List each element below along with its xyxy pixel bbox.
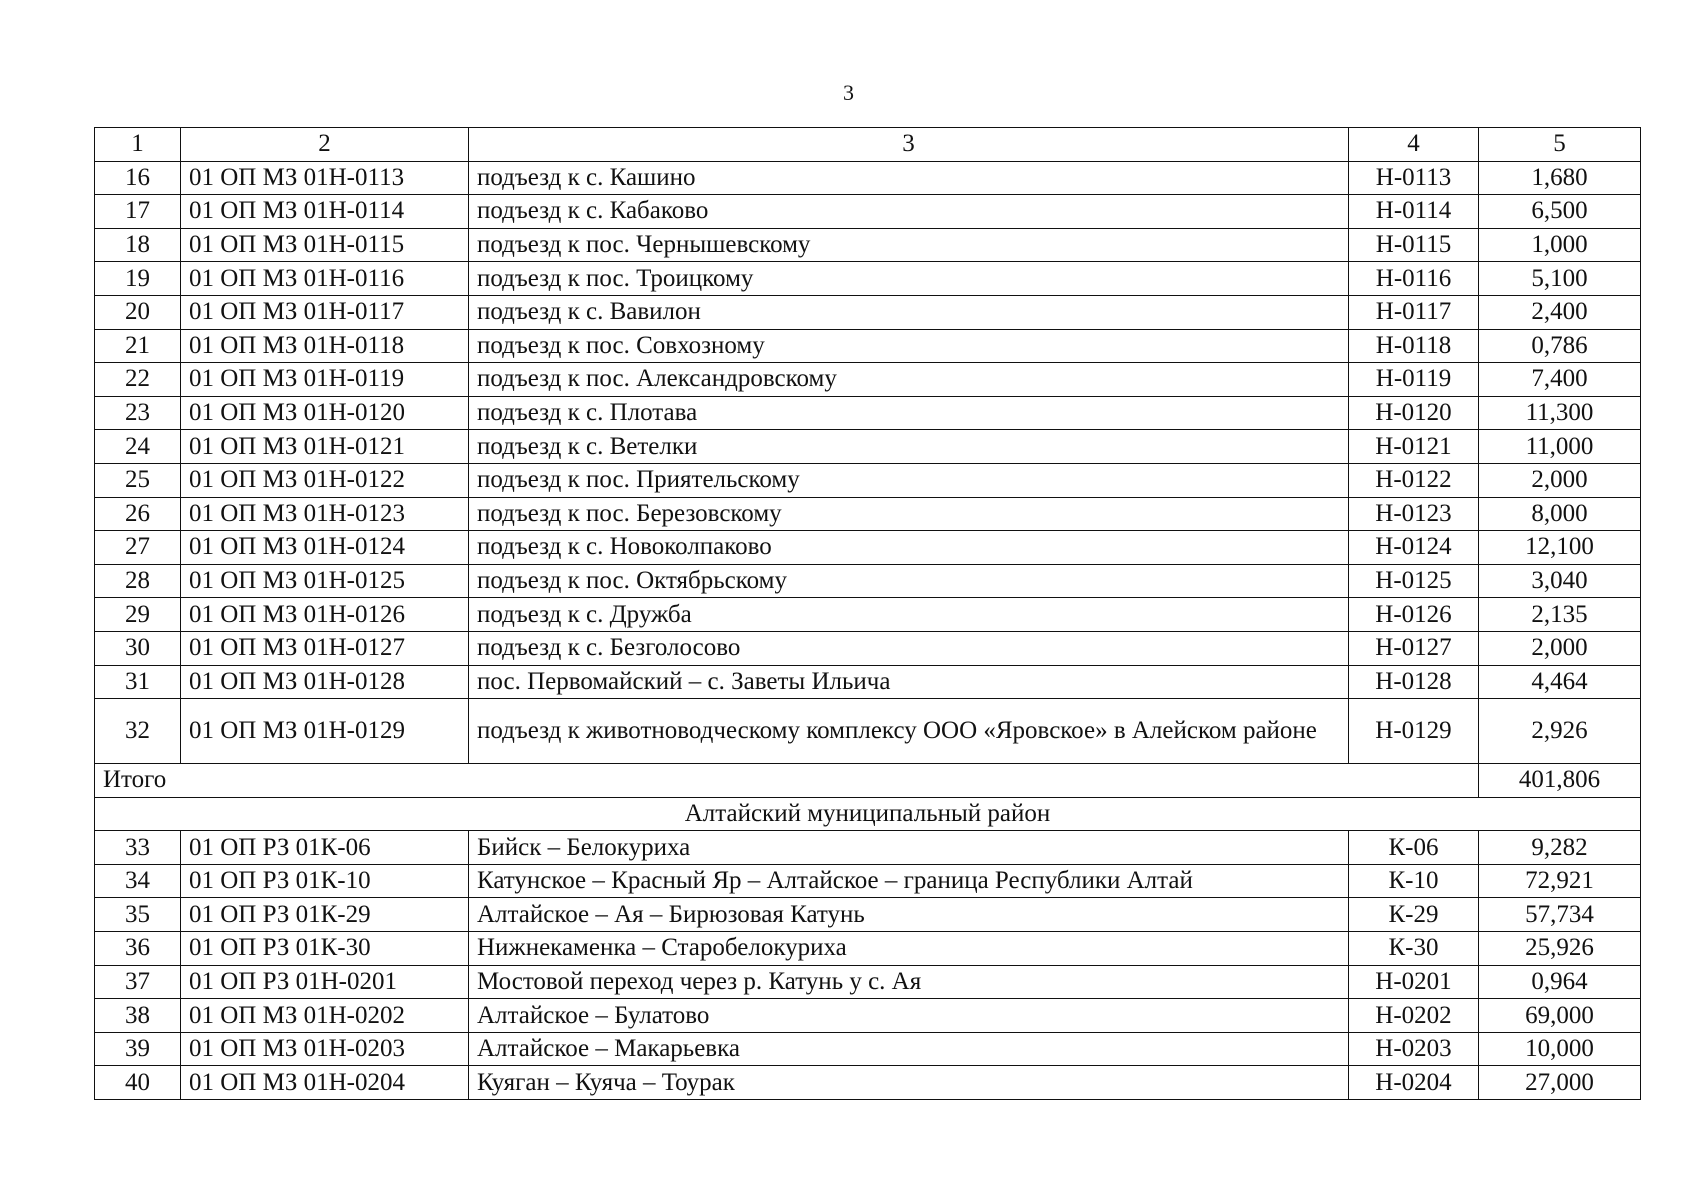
road-length: 3,040 — [1479, 564, 1641, 598]
road-code: 01 ОП РЗ 01К-06 — [181, 831, 469, 865]
table-body-group-2 — [95, 831, 1641, 1100]
row-number: 16 — [95, 161, 181, 195]
road-code: 01 ОП РЗ 01К-30 — [181, 932, 469, 966]
row-number: 35 — [95, 898, 181, 932]
road-short-code: Н-0113 — [1349, 161, 1479, 195]
road-name: Бийск – Белокуриха — [469, 831, 1349, 865]
total-value: 401,806 — [1479, 764, 1641, 798]
page-number: 3 — [843, 80, 854, 105]
section-row — [95, 797, 1641, 831]
road-code: 01 ОП РЗ 01К-29 — [181, 898, 469, 932]
road-short-code: Н-0125 — [1349, 564, 1479, 598]
table-row — [95, 295, 1641, 329]
road-name: подъезд к пос. Чернышевскому — [469, 228, 1349, 262]
road-code: 01 ОП МЗ 01Н-0202 — [181, 999, 469, 1033]
row-number: 24 — [95, 430, 181, 464]
road-name: Катунское – Красный Яр – Алтайское – граница Республики Алтай — [469, 864, 1349, 898]
road-short-code: Н-0118 — [1349, 329, 1479, 363]
table-row — [95, 699, 1641, 764]
road-code: 01 ОП МЗ 01Н-0127 — [181, 631, 469, 665]
road-code: 01 ОП МЗ 01Н-0119 — [181, 363, 469, 397]
road-code: 01 ОП МЗ 01Н-0124 — [181, 531, 469, 565]
road-code: 01 ОП МЗ 01Н-0114 — [181, 195, 469, 229]
road-length: 69,000 — [1479, 999, 1641, 1033]
row-number: 26 — [95, 497, 181, 531]
header-col-1: 1 — [95, 128, 181, 162]
road-code: 01 ОП МЗ 01Н-0121 — [181, 430, 469, 464]
road-name: Нижнекаменка – Старобелокуриха — [469, 932, 1349, 966]
road-name: подъезд к пос. Совхозному — [469, 329, 1349, 363]
road-short-code: Н-0119 — [1349, 363, 1479, 397]
road-short-code: К-10 — [1349, 864, 1479, 898]
roads-table — [94, 127, 1641, 1100]
row-number: 30 — [95, 631, 181, 665]
road-code: 01 ОП РЗ 01К-10 — [181, 864, 469, 898]
road-length: 27,000 — [1479, 1066, 1641, 1100]
road-name: подъезд к с. Ветелки — [469, 430, 1349, 464]
road-name: подъезд к пос. Троицкому — [469, 262, 1349, 296]
road-code: 01 ОП МЗ 01Н-0113 — [181, 161, 469, 195]
road-length: 7,400 — [1479, 363, 1641, 397]
road-name: подъезд к пос. Березовскому — [469, 497, 1349, 531]
header-col-2: 2 — [181, 128, 469, 162]
road-name: Алтайское – Булатово — [469, 999, 1349, 1033]
road-name: подъезд к с. Безголосово — [469, 631, 1349, 665]
row-number: 38 — [95, 999, 181, 1033]
road-code: 01 ОП МЗ 01Н-0129 — [181, 699, 469, 764]
table-header — [95, 128, 1641, 162]
road-short-code: Н-0124 — [1349, 531, 1479, 565]
road-name: Мостовой переход через р. Катунь у с. Ая — [469, 965, 1349, 999]
table-row — [95, 195, 1641, 229]
road-name: Алтайское – Ая – Бирюзовая Катунь — [469, 898, 1349, 932]
road-short-code: Н-0120 — [1349, 396, 1479, 430]
road-short-code: Н-0127 — [1349, 631, 1479, 665]
table-summary — [95, 764, 1641, 831]
road-short-code: К-30 — [1349, 932, 1479, 966]
road-length: 9,282 — [1479, 831, 1641, 865]
table-row — [95, 1066, 1641, 1100]
table-row — [95, 262, 1641, 296]
road-code: 01 ОП МЗ 01Н-0122 — [181, 463, 469, 497]
road-name: подъезд к пос. Александровскому — [469, 363, 1349, 397]
table-row — [95, 999, 1641, 1033]
row-number: 21 — [95, 329, 181, 363]
total-row — [95, 764, 1641, 798]
row-number: 18 — [95, 228, 181, 262]
table-row — [95, 363, 1641, 397]
table-row — [95, 665, 1641, 699]
road-short-code: Н-0122 — [1349, 463, 1479, 497]
road-short-code: Н-0204 — [1349, 1066, 1479, 1100]
road-length: 11,300 — [1479, 396, 1641, 430]
road-length: 2,000 — [1479, 631, 1641, 665]
road-length: 4,464 — [1479, 665, 1641, 699]
table-row — [95, 1032, 1641, 1066]
road-short-code: К-29 — [1349, 898, 1479, 932]
road-short-code: Н-0128 — [1349, 665, 1479, 699]
row-number: 37 — [95, 965, 181, 999]
row-number: 34 — [95, 864, 181, 898]
road-code: 01 ОП МЗ 01Н-0204 — [181, 1066, 469, 1100]
road-short-code: Н-0201 — [1349, 965, 1479, 999]
road-short-code: Н-0121 — [1349, 430, 1479, 464]
road-short-code: Н-0202 — [1349, 999, 1479, 1033]
road-length: 8,000 — [1479, 497, 1641, 531]
table-row — [95, 396, 1641, 430]
road-length: 2,135 — [1479, 598, 1641, 632]
table-row — [95, 531, 1641, 565]
row-number: 25 — [95, 463, 181, 497]
row-number: 33 — [95, 831, 181, 865]
header-col-4: 4 — [1349, 128, 1479, 162]
road-name: пос. Первомайский – с. Заветы Ильича — [469, 665, 1349, 699]
table-row — [95, 898, 1641, 932]
road-name: подъезд к животноводческому комплексу ООО «Яровское» в Алейском районе — [469, 699, 1349, 764]
road-length: 10,000 — [1479, 1032, 1641, 1066]
table-row — [95, 329, 1641, 363]
row-number: 28 — [95, 564, 181, 598]
road-code: 01 ОП РЗ 01Н-0201 — [181, 965, 469, 999]
table-row — [95, 965, 1641, 999]
road-name: подъезд к с. Кашино — [469, 161, 1349, 195]
road-code: 01 ОП МЗ 01Н-0125 — [181, 564, 469, 598]
road-short-code: К-06 — [1349, 831, 1479, 865]
road-length: 2,926 — [1479, 699, 1641, 764]
road-name: подъезд к с. Плотава — [469, 396, 1349, 430]
row-number: 40 — [95, 1066, 181, 1100]
table-row — [95, 463, 1641, 497]
road-short-code: Н-0117 — [1349, 295, 1479, 329]
table-row — [95, 864, 1641, 898]
header-col-3: 3 — [469, 128, 1349, 162]
road-short-code: Н-0126 — [1349, 598, 1479, 632]
row-number: 31 — [95, 665, 181, 699]
table-row — [95, 831, 1641, 865]
section-title: Алтайский муниципальный район — [95, 797, 1641, 831]
road-length: 5,100 — [1479, 262, 1641, 296]
table-row — [95, 228, 1641, 262]
header-row — [95, 128, 1641, 162]
road-name: подъезд к пос. Октябрьскому — [469, 564, 1349, 598]
table-row — [95, 631, 1641, 665]
table-row — [95, 497, 1641, 531]
row-number: 20 — [95, 295, 181, 329]
row-number: 39 — [95, 1032, 181, 1066]
road-code: 01 ОП МЗ 01Н-0116 — [181, 262, 469, 296]
road-length: 11,000 — [1479, 430, 1641, 464]
table-body-group-1 — [95, 161, 1641, 764]
road-short-code: Н-0116 — [1349, 262, 1479, 296]
road-length: 25,926 — [1479, 932, 1641, 966]
road-code: 01 ОП МЗ 01Н-0115 — [181, 228, 469, 262]
table-row — [95, 430, 1641, 464]
road-code: 01 ОП МЗ 01Н-0120 — [181, 396, 469, 430]
road-length: 72,921 — [1479, 864, 1641, 898]
road-short-code: Н-0114 — [1349, 195, 1479, 229]
road-length: 12,100 — [1479, 531, 1641, 565]
road-short-code: Н-0115 — [1349, 228, 1479, 262]
road-name: подъезд к с. Новоколпаково — [469, 531, 1349, 565]
road-name: Алтайское – Макарьевка — [469, 1032, 1349, 1066]
road-code: 01 ОП МЗ 01Н-0123 — [181, 497, 469, 531]
road-short-code: Н-0203 — [1349, 1032, 1479, 1066]
road-length: 0,786 — [1479, 329, 1641, 363]
header-col-5: 5 — [1479, 128, 1641, 162]
road-code: 01 ОП МЗ 01Н-0117 — [181, 295, 469, 329]
road-length: 0,964 — [1479, 965, 1641, 999]
road-name: подъезд к пос. Приятельскому — [469, 463, 1349, 497]
road-length: 2,400 — [1479, 295, 1641, 329]
row-number: 29 — [95, 598, 181, 632]
road-short-code: Н-0129 — [1349, 699, 1479, 764]
row-number: 32 — [95, 699, 181, 764]
road-code: 01 ОП МЗ 01Н-0203 — [181, 1032, 469, 1066]
row-number: 22 — [95, 363, 181, 397]
row-number: 27 — [95, 531, 181, 565]
table-row — [95, 564, 1641, 598]
road-name: подъезд к с. Вавилон — [469, 295, 1349, 329]
table-row — [95, 932, 1641, 966]
road-code: 01 ОП МЗ 01Н-0128 — [181, 665, 469, 699]
road-length: 6,500 — [1479, 195, 1641, 229]
road-length: 1,680 — [1479, 161, 1641, 195]
road-code: 01 ОП МЗ 01Н-0118 — [181, 329, 469, 363]
road-name: подъезд к с. Дружба — [469, 598, 1349, 632]
row-number: 17 — [95, 195, 181, 229]
road-short-code: Н-0123 — [1349, 497, 1479, 531]
row-number: 23 — [95, 396, 181, 430]
road-code: 01 ОП МЗ 01Н-0126 — [181, 598, 469, 632]
road-length: 2,000 — [1479, 463, 1641, 497]
row-number: 19 — [95, 262, 181, 296]
table-row — [95, 161, 1641, 195]
table-row — [95, 598, 1641, 632]
row-number: 36 — [95, 932, 181, 966]
road-length: 57,734 — [1479, 898, 1641, 932]
total-label: Итого — [95, 764, 1479, 798]
road-name: Куяган – Куяча – Тоурак — [469, 1066, 1349, 1100]
road-length: 1,000 — [1479, 228, 1641, 262]
road-name: подъезд к с. Кабаково — [469, 195, 1349, 229]
